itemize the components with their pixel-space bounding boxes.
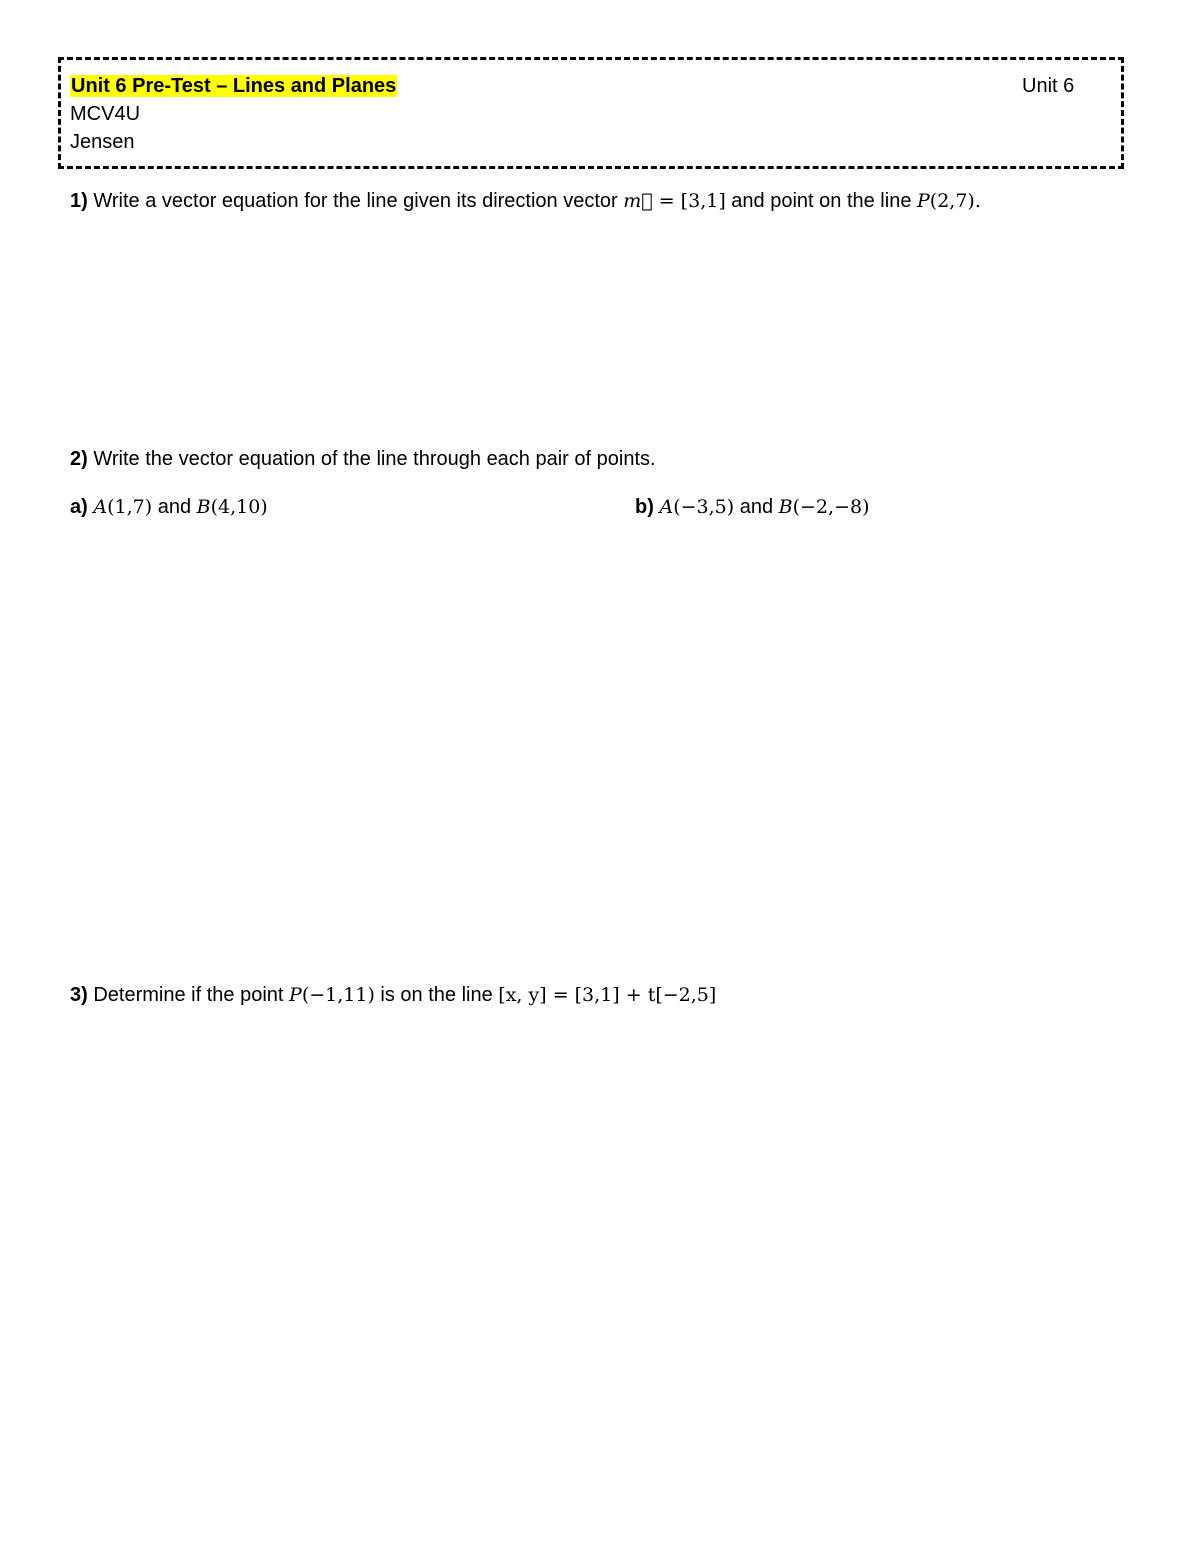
question-2b (635, 495, 870, 519)
point-b-coords: (−2,−8) (792, 496, 870, 518)
question-1 (70, 189, 981, 213)
point-a-coords: (−3,5) (673, 496, 735, 518)
title-text: Unit 6 Pre-Test – Lines and Planes (71, 75, 397, 97)
and-text: and (734, 496, 779, 518)
point-coords: (2,7). (929, 190, 981, 212)
question-3 (70, 983, 716, 1007)
and-text: and (152, 496, 197, 518)
question-2 (70, 447, 656, 471)
point-coords: (−1,11) (301, 984, 375, 1006)
part-label: b) (635, 496, 654, 518)
worksheet-title (70, 74, 397, 98)
point-a-label: A (659, 496, 674, 518)
line-equation: [x, y] = [3,1] + t[−2,5] (498, 984, 717, 1006)
point-b-label: B (778, 496, 793, 518)
question-number: 3) (70, 984, 88, 1006)
question-number: 2) (70, 448, 88, 470)
vector-value: = [3,1] (652, 190, 726, 212)
question-text: Write a vector equation for the line given its direction vector (93, 190, 618, 212)
question-text: Determine if the point (93, 984, 290, 1006)
teacher-name: Jensen (70, 131, 135, 153)
point-b-coords: (4,10) (210, 496, 268, 518)
question-number: 1) (70, 190, 88, 212)
point-b-label: B (196, 496, 211, 518)
point-label: P (289, 984, 302, 1006)
part-label: a) (70, 496, 88, 518)
question-text-2: is on the line (374, 984, 499, 1006)
point-label: P (917, 190, 930, 212)
question-text-2: and point on the line (725, 190, 917, 212)
question-text: Write the vector equation of the line through each pair of points. (93, 448, 656, 470)
unit-label: Unit 6 (1022, 75, 1075, 97)
point-a-coords: (1,7) (107, 496, 153, 518)
point-a-label: A (93, 496, 108, 518)
question-2a (70, 495, 268, 519)
vector-m: m⃗ (623, 190, 653, 212)
course-code: MCV4U (70, 103, 141, 125)
